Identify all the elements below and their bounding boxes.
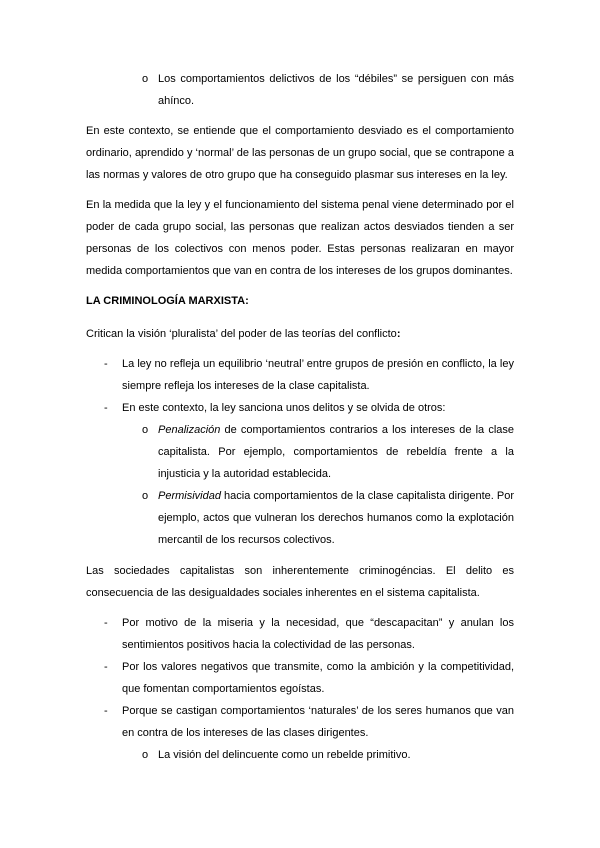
- sub-bullet-item: La visión del delincuente como un rebelde primitivo.: [158, 749, 411, 761]
- section-heading: LA CRIMINOLOGÍA MARXISTA:: [86, 295, 249, 307]
- bullet-item: En este contexto, la ley sanciona unos delitos y se olvida de otros:: [122, 402, 446, 414]
- sub-item-term: Permisividad: [158, 490, 221, 502]
- intro-text: Critican la visión ‘pluralista’ del poder de las teorías del conflicto: [86, 328, 397, 340]
- sub-bullet-item: [158, 485, 514, 551]
- paragraph-sociedades: Las sociedades capitalistas son inherentemente criminogéncias. El delito es consecuencia de las desigualdades sociales inherentes en el sistema capitalista.: [86, 565, 514, 599]
- dash-marker: -: [104, 661, 108, 673]
- bullet-item: Por los valores negativos que transmite, como la ambición y la competitividad, que fomentan comportamientos egoístas.: [122, 661, 514, 695]
- sub-bullet-marker: o: [142, 73, 149, 85]
- sub-bullet-item: [158, 419, 514, 485]
- paragraph-desviacion: En este contexto, se entiende que el comportamiento desviado es el comportamiento ordinario, aprendido y ‘normal’ de las personas de un grupo social, que se contrapone a las normas y valores de otro grupo que ha conseguido plasmar sus intereses en la ley.: [86, 125, 514, 181]
- dash-marker: -: [104, 705, 108, 717]
- sub-item-text: de comportamientos contrarios a los intereses de la clase capitalista. Por ejemplo, comportamientos de rebeldía frente a la injusticia y la autoridad establecida.: [158, 424, 514, 480]
- dash-marker: -: [104, 617, 108, 629]
- sub-item-text: hacia comportamientos de la clase capitalista dirigente. Por ejemplo, actos que vulneran los derechos humanos como la explotación mercantil de los recursos colectivos.: [158, 490, 514, 546]
- sub-bullet-marker: o: [142, 749, 149, 761]
- sub-bullet-marker: o: [142, 424, 149, 436]
- dash-marker: -: [104, 358, 108, 370]
- sub-item-term: Penalización: [158, 424, 221, 436]
- sub-bullet-marker: o: [142, 490, 149, 502]
- dash-marker: -: [104, 402, 108, 414]
- bullet-item: La ley no refleja un equilibrio ‘neutral’ entre grupos de presión en conflicto, la ley siempre refleja los intereses de la clase capitalista.: [122, 358, 514, 392]
- paragraph-sistema-penal: En la medida que la ley y el funcionamiento del sistema penal viene determinado por el poder de cada grupo social, las personas que realizan actos desviados tienden a ser personas de los colectivos con menos poder. Estas personas realizaran en mayor medida comportamientos que van en contra de los intereses de los grupos dominantes.: [86, 199, 514, 277]
- bullet-item: Por motivo de la miseria y la necesidad, que “descapacitan” y anulan los sentimientos positivos hacia la colectividad de las personas.: [122, 617, 514, 651]
- intro-line: [86, 323, 514, 345]
- bullet-item: Porque se castigan comportamientos ‘naturales’ de los seres humanos que van en contra de los intereses de las clases dirigentes.: [122, 705, 514, 739]
- intro-colon: :: [396, 328, 401, 340]
- sub-bullet-item: Los comportamientos delictivos de los “débiles” se persiguen con más ahínco.: [158, 73, 514, 107]
